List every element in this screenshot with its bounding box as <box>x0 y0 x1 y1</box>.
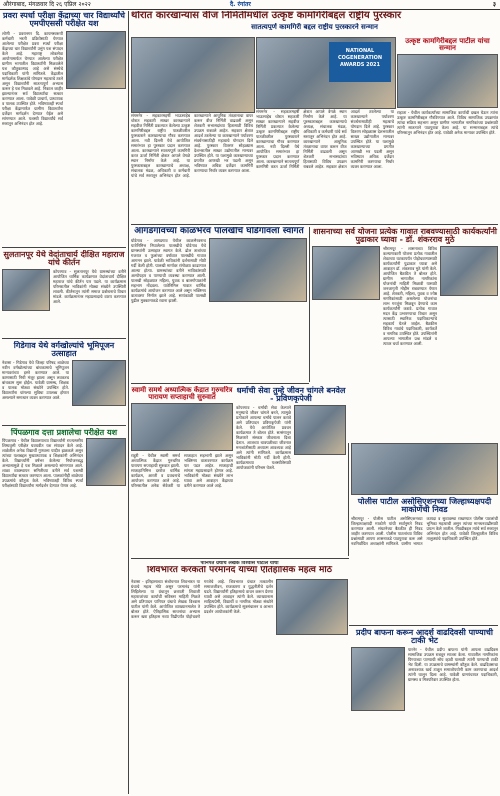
divider <box>131 224 498 225</box>
article-dharma-seva <box>236 386 346 556</box>
header-date: औरंगाबाद, मंगळवार दि २६ एप्रिल २०२२ <box>3 1 91 8</box>
article-headline: आगडगावच्या काळभैरव पालखीचे घोडेगावला स्वागत <box>134 227 304 236</box>
article-photo <box>276 579 348 635</box>
article-body: घोडेगाव - आगडगाव येथील काळभैरवनाथ यात्रेनिमित्त निघालेल्या पालखीचे घोडेगाव येथे ग्रामस्थांनी उत्साहात स्वागत केले. ढोल ताशांच्या गजरात व फुलांच्या वर्षावात पालखीचे गावात आगमन झाले. यावेळी भाविकांनी दर्शनासाठी मोठी गर्दी केली होती. पालखी मार्गावर रांगोळ्या काढण्यात आल्या होत्या. ग्रामस्थांच्या वतीने भाविकांसाठी अल्पोपहार व पाण्याची व्यवस्था करण्यात आली. पालखी सोहळ्यात महिला, युवक व बालगोपाळांनी सहभाग नोंदवला. यात्रेनिमित्त गावात धार्मिक कार्यक्रमांचे आयोजन करण्यात आले असून भक्तिमय वातावरण निर्माण झाले आहे. सायंकाळी पालखी पुढील मुक्कामाकडे रवाना झाली. <box>131 238 206 304</box>
article-headline: प्रदीप बाफना करून आदर्श वाढदिवसी पाण्याची टाकी भेट <box>356 628 493 645</box>
article-headline: सुलतानपूर येथे वेदांताचार्य दीक्षित महाराज यांचे कीर्तन <box>3 250 125 267</box>
article-body: राहुरी - येथील स्वामी समर्थ अध्यात्मिक केंद्रात गुरुचरित्र पारायण सप्ताहाची सुरुवात झाली. सप्ताहानिमित्त दररोज धार्मिक कार्यक्रम, आरती व प्रवचनाचे आयोजन करण्यात आले आहे. परिसरातील अनेक सेवेकरी या सप्ताहात सहभागी झाले असून भक्तिमय वातावरणात कार्यक्रम पार पडत आहेत. सप्ताहाची सांगता महाप्रसादाने होणार आहे. भाविकांनी मोठ्या संख्येने लाभ घ्यावा असे आवाहन केंद्राच्या वतीने करण्यात आले आहे. <box>131 452 233 488</box>
main-headline-block <box>131 11 498 35</box>
article-photo <box>351 647 405 711</box>
page-header <box>0 0 500 10</box>
article-headline: पोलीस पाटील असोसिएशनच्या जिल्हाध्यक्षपदी माकोणेंची निवड <box>357 497 492 514</box>
article-body: राहाता - येथील कार्यकर्त्यांच्या सामाजिक कार्याची दखल घेऊन त्यांना उत्कृष्ट कामगिरीबद्दल गौरविण्यात आले. विविध सामाजिक उपक्रमांत त्यांचा सक्रिय सहभाग असून ग्रामीण भागातील नागरिकांच्या प्रश्नांसाठी त्यांनी सातत्याने पाठपुरावा केला आहे. या सन्मानाबद्दल त्यांचे परिसरातून अभिनंदन होत आहे. यावेळी अनेक मान्यवर उपस्थित होते. <box>397 109 498 135</box>
article-body: पिंपळगाव - येथील विद्यालयाच्या विद्यार्थ्यांनी राज्यस्तरीय शिष्यवृत्ती परीक्षेत घवघवीत यश संपादन केले आहे. शाळेतील अनेक विद्यार्थी गुणवत्ता यादीत झळकले असून त्यांच्या यशाबद्दल मुख्याध्यापक व शिक्षकांनी अभिनंदन केले. विद्यार्थ्यांनी वर्षभर केलेल्या नियोजनबद्ध अभ्यासामुळे हे यश मिळाले असल्याचे सांगण्यात आले. शाळा व्यवस्थापन समितीच्या वतीने सर्व यशस्वी विद्यार्थ्यांचा सत्कार करण्यात आला. पालकांनीही शाळेच्या उपक्रमांचे कौतुक केले. भविष्यातही विविध स्पर्धा परीक्षांसाठी विद्यार्थ्यांना मार्गदर्शन देण्यात येणार आहे. <box>2 438 83 489</box>
article-photo-2 <box>440 246 498 296</box>
article-headline: स्वामी समर्थ अध्यात्मिक केंद्रात गुरुचरित्र पारायण सप्ताहाची सुरुवात <box>131 386 233 401</box>
award-banner-text: NATIONAL COGENERATION AWARDS 2021 <box>329 42 391 82</box>
article-photo <box>209 238 307 302</box>
article-photo <box>66 31 126 89</box>
article-side-honour <box>397 37 498 222</box>
article-headline: पिंपळगाव दत्ता प्रशालेचा परीक्षेत यश <box>10 428 118 437</box>
article-pravara-mpsc <box>2 11 126 245</box>
column-divider <box>309 227 310 382</box>
article-body: श्रीरामपूर - शासनाच्या विविध कल्याणकारी योजना प्रत्येक गावातील शेवटच्या घटकापर्यंत पोहोचवण्यासाठी कार्यकर्त्यांनी पुढाकार घ्यावा असे आवाहन डॉ. शंकरराव मुठे यांनी केले. आयोजित बैठकीत ते बोलत होते. ग्रामीण भागातील नागरिकांना योजनांची माहिती मिळावी यासाठी जनजागृती मोहीम राबवण्यात येणार आहे. शेतकरी, महिला, युवक व ज्येष्ठ नागरिकांसाठी असलेल्या योजनांचा लाभ गरजूंना मिळवून देण्याचे काम कार्यकर्त्यांनी करावे. प्रत्येक गावात मदत केंद्र उभारण्याचा विचार असून त्यासाठी स्थानिक पदाधिकाऱ्यांचे सहकार्य घेतले जाईल. बैठकीस विविध गावांचे पदाधिकारी, कार्यकर्ते व नागरिक उपस्थित होते. उपस्थितांनी आपल्या भागातील प्रश्न मांडले व त्यावर चर्चा करण्यात आली. <box>383 245 437 346</box>
article-police-patil <box>351 443 498 623</box>
article-water-tank-gift <box>351 628 498 794</box>
main-subhead: सातत्यपूर्ण कामगिरी बद्दल राष्ट्रीय पुरस्कारने सन्मान <box>251 22 378 30</box>
header-page-number: ३ <box>492 1 496 8</box>
article-headline: गिडेगाव येथे वर्गखोल्यांचे भूमिपूजन उत्साहात <box>13 341 115 358</box>
article-photo <box>72 360 126 406</box>
article-photo <box>131 403 233 451</box>
main-photo-award-stage <box>131 37 255 113</box>
divider <box>2 338 126 339</box>
article-photo <box>397 54 498 108</box>
divider <box>349 625 498 626</box>
article-body: पारनेर - येथील प्रदीप बाफना यांनी आपला वाढदिवस सामाजिक उपक्रम राबवून साजरा केला. गावातील नागरिकांना पिण्याच्या पाण्याची सोय व्हावी यासाठी त्यांनी पाण्याची टाकी भेट दिली. या उपक्रमाचे ग्रामस्थांनी कौतुक केले. वाढदिवसाचा अनावश्यक खर्च टाळून समाजोपयोगी काम करण्याचा आदर्श त्यांनी घालून दिला आहे. यावेळी ग्रामपंचायत पदाधिकारी, ग्रामस्थ व मित्रपरिवार उपस्थित होता. <box>408 646 498 682</box>
article-pimpalgaon-school <box>2 428 126 794</box>
article-shivbharat <box>131 561 348 794</box>
column-divider <box>128 11 129 794</box>
article-kicker: पानिपत ग्रंथाचे लेखक विश्वास पाटील यांची <box>200 561 279 566</box>
main-headline: थोरात कारखान्यास वीज निर्मितीमधील उत्कृष्ट कामगिरीबद्दल राष्ट्रीय पुरस्कार <box>131 11 402 21</box>
article-headline: धर्माची सेवा तुम्हे जीवन चांगले बनवेल - प्रविणकृपेजी <box>236 386 346 403</box>
article-photo <box>294 405 346 455</box>
column-divider <box>348 443 349 556</box>
article-body: श्रीरामपूर - पोलीस पाटील असोसिएशनच्या जिल्हाध्यक्षपदी माकोणे यांची सर्वानुमते निवड करण्यात आली. संघटनेच्या बैठकीत ही निवड जाहीर करण्यात आली. पोलीस पाटलांच्या विविध प्रश्नांसाठी आपण शासनाकडे पाठपुरावा करू असे नवनिर्वाचित अध्यक्षांनी सांगितले. ग्रामीण भागात कायदा व सुव्यवस्था राखण्यात पोलीस पाटलांची भूमिका महत्वाची असून त्यांच्या मानधनवाढीसाठी प्रयत्न केले जातील. निवडीबद्दल त्यांचे सर्व स्तरातून अभिनंदन होत आहे. यावेळी जिल्ह्यातील विविध तालुक्यांचे पदाधिकारी उपस्थित होते. <box>351 515 498 546</box>
article-gidegaon-bhoomipujan <box>2 341 126 423</box>
article-swami-samarth <box>131 386 233 556</box>
article-body: संगमनेर - सहकारमहर्षी भाऊसाहेब थोरात सहकारी साखर कारखान्याने सहवीज निर्मिती प्रकल्पात केलेल्या उत्कृष्ट कामगिरीबद्दल राष्ट्रीय पातळीवरील पुरस्काराने कारखान्याचा गौरव करण्यात आला. नवी दिल्ली येथे आयोजित समारंभात हा पुरस्कार प्रदान करण्यात आला. कारखान्याने सातत्यपूर्ण कामगिरी करत ऊर्जा निर्मिती क्षेत्रात आपले वेगळे स्थान निर्माण केले आहे. या पुरस्काराबद्दल कारखान्याचे अध्यक्ष, संचालक मंडळ, अधिकारी व कर्मचारी यांचे सर्व स्तरातून अभिनंदन होत आहे. कारखान्याने आधुनिक तंत्रज्ञानाचा वापर करून वीज निर्मिती वाढवली असून शेतकरी सभासदांच्या हितासाठी विविध उपक्रम राबवले आहेत. सहकार क्षेत्रात आदर्श ठरलेल्या या कारखान्याने पर्यावरण संवर्धनासाठीही महत्वाचे योगदान दिले आहे. पुरस्कार वितरण सोहळ्यास देशभरातील साखर उद्योगातील मान्यवर उपस्थित होते. या यशामुळे कारखान्याच्या प्रगतीत आणखी भर पडली असून भविष्यात अधिक दर्जेदार कामगिरी करण्याचा निर्धार व्यक्त करण्यात आला. <box>256 109 394 169</box>
article-agadgaon-palkhi <box>131 227 307 381</box>
article-body: लोणी - प्रवरानगर दि. कायमस्वरूपी कर्मचारी भरती प्रक्रियेसाठी घेण्यात आलेल्या परीक्षेत प्रवरा स्पर्धा परीक्षा केंद्राच्या चार विद्यार्थ्यांनी उत्तुंग यश संपादन केले आहे. महाराष्ट्र लोकसेवा आयोगामार्फत घेण्यात आलेल्या परीक्षेत ग्रामीण भागातील विद्यार्थ्यांनी मिळवलेले यश कौतुकास्पद आहे असे संस्थेचे पदाधिकारी यांनी सांगितले. केंद्रातील मार्गदर्शक शिक्षकांचे योगदान महत्वाचे ठरले असून विद्यार्थ्यांनी सातत्यपूर्ण अभ्यास करून हे यश मिळवले आहे. निकाल जाहीर झाल्यानंतर सर्व विद्यार्थ्यांचा सत्कार करण्यात आला. यावेळी प्राचार्य, प्राध्यापक व पालक उपस्थित होते. भविष्यातही स्पर्धा परीक्षा केंद्रामार्फत ग्रामीण विद्यार्थ्यांना दर्जेदार मार्गदर्शन देण्यात येईल असे सांगण्यात आले. यशस्वी विद्यार्थ्यांचे सर्व स्तरातून अभिनंदन होत आहे. <box>2 30 63 126</box>
article-headline: शिवभारत करकर्ता परमानंद यांच्या ऐतिहासिक महत्व मोठे <box>146 566 332 576</box>
article-body: संगमनेर - सहकारमहर्षी भाऊसाहेब थोरात सहकारी साखर कारखान्याने सहवीज निर्मिती प्रकल्पात केलेल्या उत्कृष्ट कामगिरीबद्दल राष्ट्रीय पातळीवरील पुरस्काराने कारखान्याचा गौरव करण्यात आला. नवी दिल्ली येथे आयोजित समारंभात हा पुरस्कार प्रदान करण्यात आला. कारखान्याने सातत्यपूर्ण कामगिरी करत ऊर्जा निर्मिती क्षेत्रात आपले वेगळे स्थान निर्माण केले आहे. या पुरस्काराबद्दल कारखान्याचे अध्यक्ष, संचालक मंडळ, अधिकारी व कर्मचारी यांचे सर्व स्तरातून अभिनंदन होत आहे. कारखान्याने आधुनिक तंत्रज्ञानाचा वापर करून वीज निर्मिती वाढवली असून शेतकरी सभासदांच्या हितासाठी विविध उपक्रम राबवले आहेत. सहकार क्षेत्रात आदर्श ठरलेल्या या कारखान्याने पर्यावरण संवर्धनासाठीही महत्वाचे योगदान दिले आहे. पुरस्कार वितरण सोहळ्यास देशभरातील साखर उद्योगातील मान्यवर उपस्थित होते. या यशामुळे कारखान्याच्या प्रगतीत आणखी भर पडली असून भविष्यात अधिक दर्जेदार कामगिरी करण्याचा निर्धार व्यक्त करण्यात आला. <box>131 113 253 178</box>
article-photo <box>2 269 50 311</box>
article-headline: प्रवरा स्पर्धा परीक्षा केंद्राच्या चार विद्यार्थ्यांचे एमपीएससी परीक्षेत यश <box>3 11 125 28</box>
article-sultanpur-kirtan <box>2 250 126 336</box>
article-photo <box>86 438 126 486</box>
divider <box>2 425 126 426</box>
divider <box>2 247 126 248</box>
article-photo <box>312 246 380 300</box>
main-body-left <box>131 113 253 222</box>
main-body-right <box>256 109 394 222</box>
article-body: कोपरगाव - धर्माची सेवा केल्याने मनुष्याचे जीवन चांगले बनते, त्यामुळे प्रत्येकाने आपल्या धर्माचे पालन करावे असे प्रतिपादन प्रविणकृपेजी यांनी केले. येथे आयोजित प्रवचन कार्यक्रमात ते बोलत होते. सत्संगातून मिळणारे संस्कार जीवनाला दिशा देतात. आजच्या धावपळीच्या जीवनात मनःशांतीसाठी अध्यात्म आवश्यक आहे असे त्यांनी सांगितले. कार्यक्रमास भाविकांनी मोठी गर्दी केली होती. कार्यक्रमाच्या यशस्वीतेसाठी आयोजकांनी परिश्रम घेतले. <box>236 404 291 470</box>
main-photo-award-banner <box>256 37 396 109</box>
divider <box>131 383 309 384</box>
article-body: कोपरगाव - सुलतानपूर येथे ग्रामस्थांच्या वतीने आयोजित धार्मिक कार्यक्रमात वेदांताचार्य दीक्षित महाराज यांचे कीर्तन पार पडले. या कार्यक्रमास परिसरातील भाविकांनी मोठ्या संख्येने उपस्थिती लावली. कीर्तनातून त्यांनी समाज प्रबोधनाचे विचार मांडले. कार्यक्रमानंतर महाप्रसादाचे वाटप करण्यात आले. <box>53 268 126 304</box>
article-body: नेवासा - इतिहासाच्या संशोधनात शिवभारत या ग्रंथाचे महत्व मोठे असून परमानंद यांनी लिहिलेल्या या ग्रंथातून छत्रपती शिवाजी महाराजांच्या कार्याची सविस्तर माहिती मिळते असे प्रतिपादन पानिपत ग्रंथाचे लेखक विश्वास पाटील यांनी केले. आयोजित व्याख्यानमालेत ते बोलत होते. ऐतिहासिक साधनांचा अभ्यास करून खरा इतिहास नव्या पिढीपर्यंत पोहोचवणे गरजेचे आहे. शिवभारत ग्रंथात तत्कालीन समाजजीवन, राजकारण व युद्धनीतीचे दर्शन घडते. विद्यार्थ्यांनी इतिहासाचे वाचन करून प्रेरणा घ्यावी असे आवाहन त्यांनी केले. व्याख्यानास साहित्यप्रेमी, विद्यार्थी व नागरिक मोठ्या संख्येने उपस्थित होते. कार्यक्रमाचे सूत्रसंचालन व आभार प्रदर्शन आयोजकांनी केले. <box>131 578 273 619</box>
article-body: नेवासा - गिडेगाव येथे जिल्हा परिषद शाळेच्या नवीन वर्गखोल्यांच्या बांधकामाचे भूमिपूजन मान्यवरांच्या हस्ते करण्यात आले. या कामासाठी निधी मंजूर झाला असून लवकरच बांधकाम सुरू होईल. यावेळी ग्रामस्थ, शिक्षक व पालक मोठ्या संख्येने उपस्थित होते. विद्यार्थ्यांना चांगल्या सुविधा उपलब्ध होणार असल्याने समाधान व्यक्त करण्यात आले. <box>2 359 69 400</box>
article-headline: उत्कृष्ट कामगिरीबद्दल पाटील यांचा सन्मान <box>405 37 490 52</box>
article-photo <box>351 443 498 495</box>
article-headline: शासनाच्या सर्व योजना प्रत्येक गावात राबवण्यासाठी कार्यकर्त्यांनी पुढाकार घ्यावा - डॉ. शंकरराव मुठे <box>313 227 497 244</box>
divider <box>131 558 349 559</box>
header-paper-name: दै. रंगांतर <box>230 1 251 8</box>
